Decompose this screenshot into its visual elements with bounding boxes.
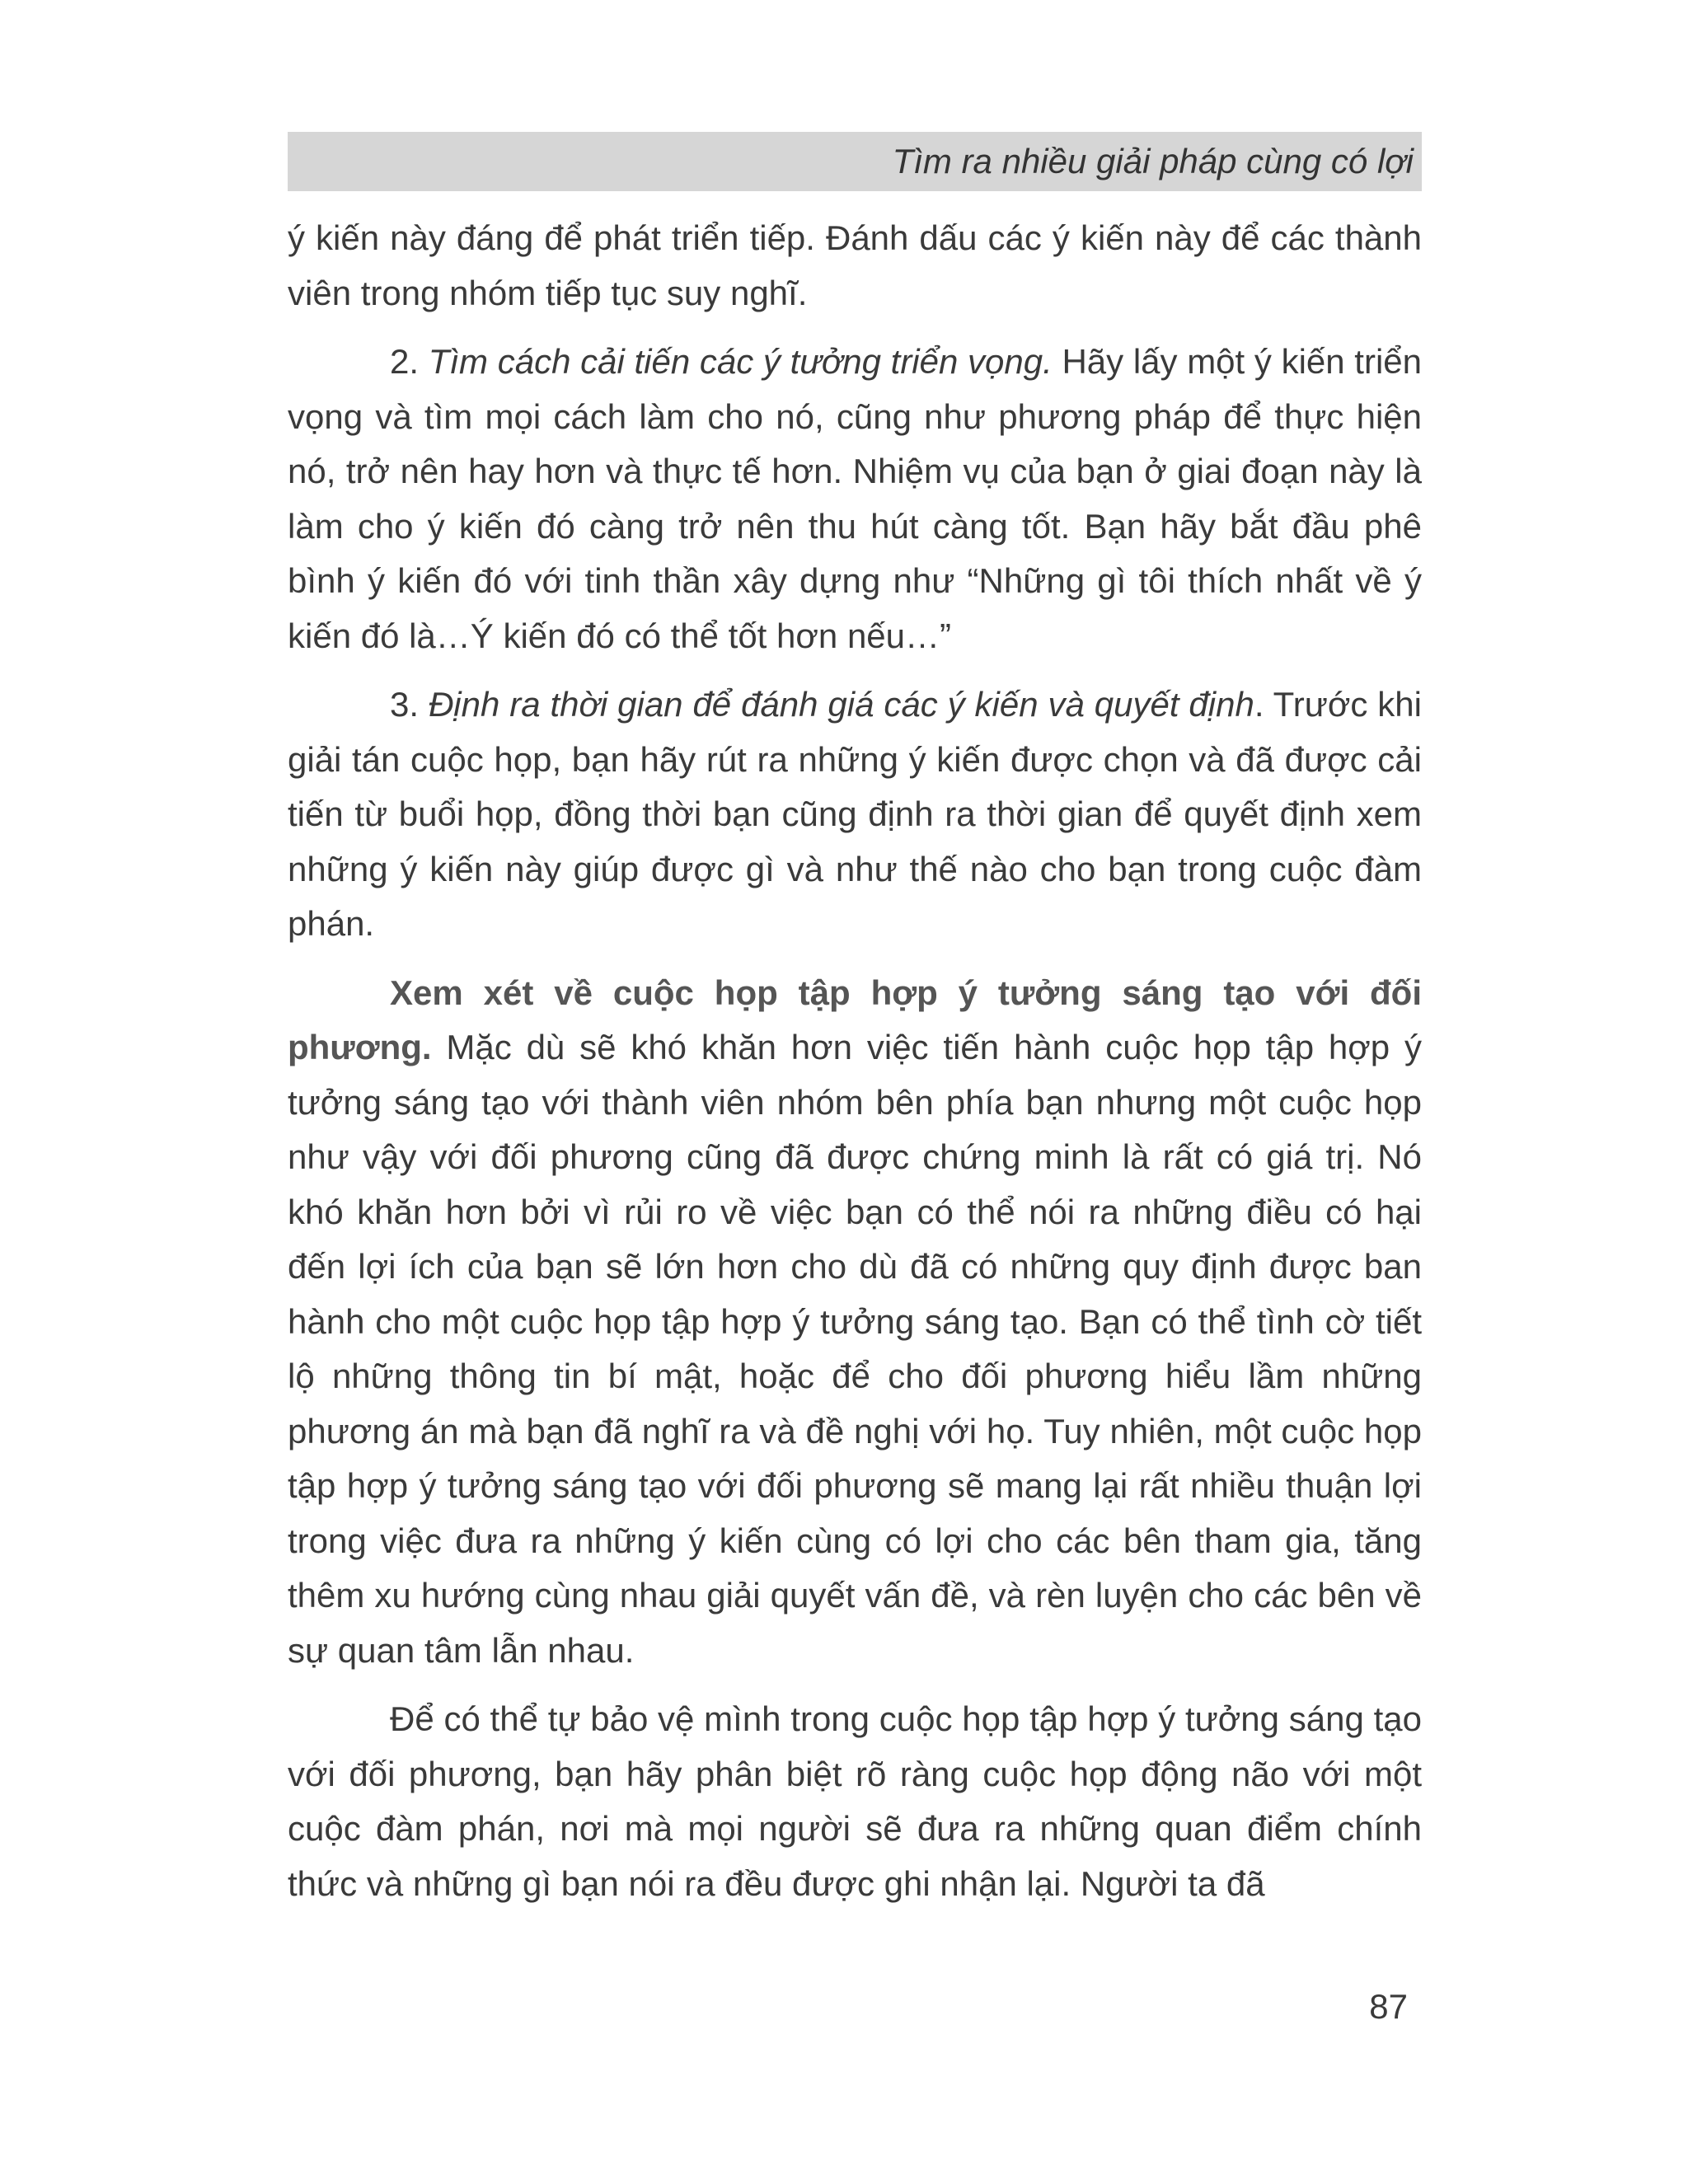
paragraph-1 [288,211,1422,321]
paragraph-2-number: 2. [390,342,429,381]
paragraph-3 [288,677,1422,952]
paragraph-5-text: Để có thể tự bảo vệ mình trong cuộc họp tập hợp ý tưởng sáng tạo với đối phương, bạn hãy phân biệt rõ ràng cuộc họp động não với một cuộc đàm phán, nơi mà mọi người sẽ đưa ra những quan điểm chính thức và những gì bạn nói ra đều được ghi nhận lại. Người ta đã [288,1699,1422,1903]
paragraph-4-lead: Xem xét về cuộc họp tập hợp ý tưởng sáng tạo với đối phương. [288,972,1422,1066]
running-header [288,132,1422,191]
paragraph-1-text: ý kiến này đáng để phát triển tiếp. Đánh dấu các ý kiến này để các thành viên trong nhóm tiếp tục suy nghĩ. [288,218,1422,312]
paragraph-2-text: Hãy lấy một ý kiến triển vọng và tìm mọi cách làm cho nó, cũng như phương pháp để thực hiện nó, trở nên hay hơn và thực tế hơn. Nhiệm vụ của bạn ở giai đoạn này là làm cho ý kiến đó càng trở nên thu hút càng tốt. Bạn hãy bắt đầu phê bình ý kiến đó với tinh thần xây dựng như “Những gì tôi thích nhất về ý kiến đó là…Ý kiến đó có thể tốt hơn nếu…” [288,342,1422,655]
paragraph-4-text: Mặc dù sẽ khó khăn hơn việc tiến hành cuộc họp tập hợp ý tưởng sáng tạo với thành viên nhóm bên phía bạn nhưng một cuộc họp như vậy với đối phương cũng đã được chứng minh là rất có giá trị. Nó khó khăn hơn bởi vì rủi ro về việc bạn có thể nói ra những điều có hại đến lợi ích của bạn sẽ lớn hơn cho dù đã có những quy định được ban hành cho một cuộc họp tập hợp ý tưởng sáng tạo. Bạn có thể tình cờ tiết lộ những thông tin bí mật, hoặc để cho đối phương hiểu lầm những phương án mà bạn đã nghĩ ra và đề nghị với họ. Tuy nhiên, một cuộc họp tập hợp ý tưởng sáng tạo với đối phương sẽ mang lại rất nhiều thuận lợi trong việc đưa ra những ý kiến cùng có lợi cho các bên tham gia, tăng thêm xu hướng cùng nhau giải quyết vấn đề, và rèn luyện cho các bên về sự quan tâm lẫn nhau. [288,1028,1422,1670]
paragraph-2 [288,335,1422,663]
paragraph-3-lead: Định ra thời gian để đánh giá các ý kiến và quyết định [428,685,1254,724]
running-header-title: Tìm ra nhiều giải pháp cùng có lợi [892,142,1414,180]
page-number: 87 [1369,1987,1408,2026]
paragraph-5 [288,1692,1422,1911]
paragraph-3-number: 3. [390,685,429,724]
paragraph-2-lead: Tìm cách cải tiến các ý tưởng triển vọng. [428,342,1053,381]
paragraph-3-text: . Trước khi giải tán cuộc họp, bạn hãy rút ra những ý kiến được chọn và đã được cải tiến từ buổi họp, đồng thời bạn cũng định ra thời gian để quyết định xem những ý kiến này giúp được gì và như thế nào cho bạn trong cuộc đàm phán. [288,685,1422,943]
page-body [288,211,1422,1911]
paragraph-4 [288,966,1422,1679]
